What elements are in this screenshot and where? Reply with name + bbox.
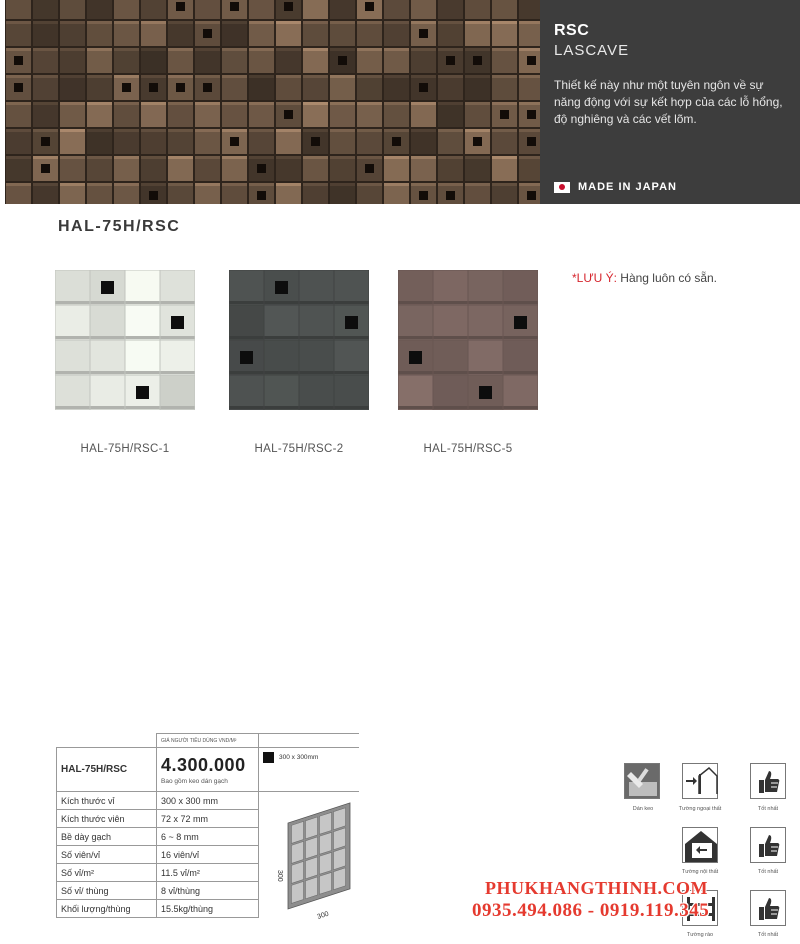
tile xyxy=(222,48,247,73)
drawing-tile xyxy=(320,852,332,874)
thumbs-up-icon xyxy=(750,763,786,799)
swatch-hole xyxy=(101,281,114,294)
drawing-tile xyxy=(306,877,318,899)
swatch-tile xyxy=(434,271,468,305)
swatch-tile xyxy=(300,306,334,340)
tile xyxy=(330,129,355,154)
drawing-tile xyxy=(306,837,318,859)
swatch-tile xyxy=(300,271,334,305)
tile xyxy=(384,21,409,46)
tile xyxy=(6,129,31,154)
swatch-tile xyxy=(434,341,468,375)
swatch-rsc-1 xyxy=(55,270,195,410)
spec-value: 300 x 300 mm xyxy=(157,792,259,810)
tile xyxy=(60,183,85,204)
swatch-label: HAL-75H/RSC-2 xyxy=(254,443,344,455)
swatch-tile xyxy=(265,341,299,375)
swatch-hole xyxy=(479,386,492,399)
tile xyxy=(276,21,301,46)
tile xyxy=(465,0,490,19)
swatch-rsc-5 xyxy=(398,270,538,410)
swatch-tile xyxy=(469,271,503,305)
tile xyxy=(33,0,58,19)
swatch-tile xyxy=(56,341,90,375)
tile xyxy=(330,156,355,181)
swatch-tile xyxy=(434,306,468,340)
tile xyxy=(195,48,220,73)
tile xyxy=(222,102,247,127)
tile xyxy=(492,75,517,100)
thumbs-up-icon xyxy=(750,827,786,863)
tile xyxy=(357,183,382,204)
tile xyxy=(6,0,31,19)
tile xyxy=(492,0,517,19)
price-header: GIÁ NGƯỜI TIÊU DÙNG VND/M² xyxy=(157,734,259,748)
tile xyxy=(465,183,490,204)
tile xyxy=(195,102,220,127)
swatch-hole xyxy=(275,281,288,294)
tile xyxy=(114,21,139,46)
tile xyxy=(222,21,247,46)
tile-hole xyxy=(527,191,536,200)
swatch-tile xyxy=(335,271,369,305)
tile xyxy=(195,156,220,181)
dim-height: 300 xyxy=(276,870,283,882)
tile xyxy=(330,183,355,204)
size-swatch-icon xyxy=(263,752,274,763)
tile-hole xyxy=(149,191,158,200)
price-value: 4.300.000 xyxy=(161,754,246,775)
swatch-tile xyxy=(56,306,90,340)
tile xyxy=(438,129,463,154)
tile xyxy=(303,75,328,100)
tile xyxy=(6,156,31,181)
swatch-hole xyxy=(171,316,184,329)
dim-width: 300 xyxy=(316,910,330,921)
tile xyxy=(249,48,274,73)
tile xyxy=(60,156,85,181)
glue-caption: Dán keo xyxy=(632,806,654,812)
swatch-tile xyxy=(504,341,538,375)
tile xyxy=(168,48,193,73)
best-caption: Tốt nhất xyxy=(757,806,779,812)
drawing-tile xyxy=(306,817,318,839)
spec-value: 15.5kg/thùng xyxy=(157,900,259,918)
tile-hole xyxy=(149,83,158,92)
swatch-tile xyxy=(265,376,299,410)
tile xyxy=(249,21,274,46)
tile xyxy=(465,21,490,46)
tile xyxy=(303,183,328,204)
note-marker: *LƯU Ý: xyxy=(572,271,617,285)
tile xyxy=(438,156,463,181)
tile-hole xyxy=(176,2,185,11)
swatch-tile xyxy=(335,341,369,375)
tile xyxy=(384,48,409,73)
tile xyxy=(492,129,517,154)
tile xyxy=(87,75,112,100)
tile xyxy=(168,102,193,127)
tile xyxy=(330,102,355,127)
tile xyxy=(249,129,274,154)
fence-caption: Tường rào xyxy=(686,932,714,938)
tile xyxy=(141,0,166,19)
price-cell xyxy=(157,748,259,792)
tile xyxy=(492,48,517,73)
tile xyxy=(33,75,58,100)
tile xyxy=(384,75,409,100)
tile xyxy=(141,129,166,154)
drawing-tile xyxy=(320,832,332,854)
product-title: HAL-75H/RSC xyxy=(58,218,181,235)
swatch-tile xyxy=(161,376,195,410)
tile xyxy=(492,156,517,181)
tile xyxy=(411,0,436,19)
spec-label: Số viên/vỉ xyxy=(57,846,157,864)
swatch-tile xyxy=(126,271,160,305)
availability-note xyxy=(572,271,717,285)
tile xyxy=(6,183,31,204)
tile xyxy=(330,0,355,19)
tile-hole xyxy=(230,2,239,11)
info-panel xyxy=(540,0,800,204)
tile xyxy=(519,0,540,19)
tile xyxy=(33,48,58,73)
tile-hole xyxy=(14,56,23,65)
swatch-tile xyxy=(300,376,334,410)
tile xyxy=(60,102,85,127)
tile xyxy=(438,0,463,19)
tile-hole xyxy=(500,110,509,119)
tile xyxy=(276,75,301,100)
tile xyxy=(249,102,274,127)
size-badge: 300 x 300mm xyxy=(279,754,319,762)
tile xyxy=(492,21,517,46)
tile xyxy=(114,0,139,19)
swatch-tile xyxy=(91,306,125,340)
swatch-tile xyxy=(56,376,90,410)
series-code: RSC xyxy=(554,22,590,39)
tile xyxy=(519,75,540,100)
tile xyxy=(249,0,274,19)
tile xyxy=(303,156,328,181)
spec-value: 6 ~ 8 mm xyxy=(157,828,259,846)
tile xyxy=(87,48,112,73)
drawing-tile xyxy=(292,881,304,903)
swatch-tile xyxy=(126,306,160,340)
tile-hole xyxy=(284,110,293,119)
tile-hole xyxy=(311,137,320,146)
tile-hole xyxy=(203,29,212,38)
tile xyxy=(519,21,540,46)
tile-hole xyxy=(446,56,455,65)
swatch-tile xyxy=(469,306,503,340)
swatch-tile xyxy=(399,306,433,340)
tile xyxy=(357,21,382,46)
drawing-tile xyxy=(292,841,304,863)
price-note: Bao gồm keo dán gạch xyxy=(161,777,228,785)
tile-hole xyxy=(419,83,428,92)
swatch-rsc-2 xyxy=(229,270,369,410)
tile xyxy=(87,183,112,204)
tile xyxy=(6,21,31,46)
tile xyxy=(465,102,490,127)
tile xyxy=(438,102,463,127)
drawing-tile xyxy=(292,861,304,883)
best-caption: Tốt nhất xyxy=(757,932,779,938)
origin xyxy=(554,181,677,193)
tile xyxy=(357,75,382,100)
tile xyxy=(114,48,139,73)
tile-hole xyxy=(203,83,212,92)
tile xyxy=(195,129,220,154)
watermark-phone: 0935.494.086 - 0919.119.345 xyxy=(472,900,710,921)
tile-hole xyxy=(446,191,455,200)
spec-label: Số vỉ/ thùng xyxy=(57,882,157,900)
swatch-tile xyxy=(161,271,195,305)
tile-wall-photo xyxy=(5,0,540,204)
swatch-tile xyxy=(161,341,195,375)
tile xyxy=(411,102,436,127)
tile xyxy=(87,129,112,154)
swatch-tile xyxy=(91,376,125,410)
tile-hole xyxy=(527,56,536,65)
tile xyxy=(60,75,85,100)
tile xyxy=(411,48,436,73)
tile-hole xyxy=(230,137,239,146)
drawing-tile xyxy=(306,857,318,879)
tile xyxy=(222,156,247,181)
tile xyxy=(114,156,139,181)
drawing-tile xyxy=(334,848,346,870)
tile xyxy=(303,48,328,73)
spec-label: Kích thước viên xyxy=(57,810,157,828)
swatch-tile xyxy=(56,271,90,305)
tile-hole xyxy=(338,56,347,65)
tile xyxy=(411,129,436,154)
swatch-tile xyxy=(126,341,160,375)
tile xyxy=(276,156,301,181)
tile-sheet-drawing xyxy=(270,795,360,925)
tile-hole xyxy=(365,2,374,11)
swatch-tile xyxy=(230,376,264,410)
spec-value: 16 viên/vỉ xyxy=(157,846,259,864)
swatch-tile xyxy=(91,341,125,375)
thumbs-up-icon xyxy=(750,890,786,926)
swatch-tile xyxy=(300,341,334,375)
origin-text: MADE IN JAPAN xyxy=(578,181,677,193)
tile xyxy=(168,21,193,46)
glue-icon xyxy=(624,763,660,799)
swatch-tile xyxy=(504,376,538,410)
spec-label: Bề dày gạch xyxy=(57,828,157,846)
swatch-label: HAL-75H/RSC-1 xyxy=(80,443,170,455)
best-caption: Tốt nhất xyxy=(757,869,779,875)
tile xyxy=(357,48,382,73)
drawing-tile xyxy=(320,812,332,834)
tile-hole xyxy=(122,83,131,92)
tile xyxy=(330,21,355,46)
tile-hole xyxy=(419,191,428,200)
tile xyxy=(222,75,247,100)
drawing-tile xyxy=(334,828,346,850)
tile xyxy=(276,183,301,204)
watermark-site: PHUKHANGTHINH.COM xyxy=(485,878,708,898)
tile-hole xyxy=(527,137,536,146)
tile xyxy=(465,75,490,100)
hero-image xyxy=(5,0,540,204)
series-description: Thiết kế này như một tuyên ngôn về sự năng động với sự kết hợp của các lỗ hổng, độ nghiêng và các vết lõm. xyxy=(554,78,783,126)
interior-caption: Tường nội thất xyxy=(681,869,719,875)
tile xyxy=(60,48,85,73)
swatch-tile xyxy=(469,341,503,375)
tile xyxy=(276,129,301,154)
swatch-tile xyxy=(399,271,433,305)
tile xyxy=(357,129,382,154)
tile xyxy=(303,102,328,127)
tile xyxy=(276,48,301,73)
tile xyxy=(141,156,166,181)
drawing-tile xyxy=(320,872,332,894)
tile xyxy=(195,183,220,204)
swatch-tile xyxy=(230,271,264,305)
tile-hole xyxy=(257,164,266,173)
tile-hole xyxy=(257,191,266,200)
tile-hole xyxy=(473,56,482,65)
tile xyxy=(141,48,166,73)
tile xyxy=(141,21,166,46)
tile xyxy=(168,183,193,204)
spec-label: Khối lượng/thùng xyxy=(57,900,157,918)
tile xyxy=(330,75,355,100)
swatch-tile xyxy=(335,376,369,410)
tile xyxy=(303,0,328,19)
tile xyxy=(384,102,409,127)
tile xyxy=(114,129,139,154)
tile-hole xyxy=(365,164,374,173)
tile xyxy=(438,21,463,46)
tile xyxy=(168,129,193,154)
swatch-tile xyxy=(399,376,433,410)
tile xyxy=(141,102,166,127)
tile xyxy=(87,102,112,127)
drawing-tile xyxy=(334,808,346,830)
tile-hole xyxy=(176,83,185,92)
tile xyxy=(60,21,85,46)
tile xyxy=(438,75,463,100)
swatch-hole xyxy=(136,386,149,399)
tile xyxy=(87,0,112,19)
tile xyxy=(357,102,382,127)
tile xyxy=(384,156,409,181)
tile xyxy=(60,129,85,154)
tile xyxy=(465,156,490,181)
swatch-label: HAL-75H/RSC-5 xyxy=(423,443,513,455)
tile xyxy=(33,183,58,204)
tile-hole xyxy=(527,110,536,119)
tile xyxy=(33,102,58,127)
size-badge-cell xyxy=(259,748,360,792)
tile xyxy=(411,156,436,181)
note-text: Hàng luôn có sẵn. xyxy=(620,271,718,285)
swatch-hole xyxy=(240,351,253,364)
tile-hole xyxy=(14,83,23,92)
spec-value: 11.5 vỉ/m² xyxy=(157,864,259,882)
tile xyxy=(114,102,139,127)
spec-code: HAL-75H/RSC xyxy=(57,748,157,792)
swatch-tile xyxy=(434,376,468,410)
japan-flag-icon xyxy=(554,182,570,193)
tile xyxy=(60,0,85,19)
tile xyxy=(195,0,220,19)
tile xyxy=(249,75,274,100)
tile-hole xyxy=(473,137,482,146)
series-name: LASCAVE xyxy=(554,42,630,59)
interior-wall-icon xyxy=(682,827,718,863)
spec-value: 8 vỉ/thùng xyxy=(157,882,259,900)
tile-hole xyxy=(392,137,401,146)
swatch-tile xyxy=(504,271,538,305)
tile xyxy=(114,183,139,204)
swatch-tile xyxy=(230,306,264,340)
tile xyxy=(87,21,112,46)
tile-hole xyxy=(419,29,428,38)
tile xyxy=(384,0,409,19)
exterior-wall-icon xyxy=(682,763,718,799)
tile xyxy=(87,156,112,181)
swatch-tile xyxy=(265,306,299,340)
tile-hole xyxy=(41,164,50,173)
swatch-hole xyxy=(514,316,527,329)
drawing-tile xyxy=(334,868,346,890)
tile xyxy=(519,156,540,181)
tile-hole xyxy=(41,137,50,146)
spec-label: Số vỉ/m² xyxy=(57,864,157,882)
swatch-hole xyxy=(409,351,422,364)
tile xyxy=(168,156,193,181)
drawing-tile xyxy=(292,821,304,843)
tile xyxy=(222,183,247,204)
tile-hole xyxy=(284,2,293,11)
exterior-caption: Tường ngoại thất xyxy=(678,806,722,812)
swatch-hole xyxy=(345,316,358,329)
spec-label: Kích thước vỉ xyxy=(57,792,157,810)
tile xyxy=(6,102,31,127)
tile xyxy=(33,21,58,46)
spec-value: 72 x 72 mm xyxy=(157,810,259,828)
tile xyxy=(384,183,409,204)
tile xyxy=(303,21,328,46)
tile xyxy=(492,183,517,204)
